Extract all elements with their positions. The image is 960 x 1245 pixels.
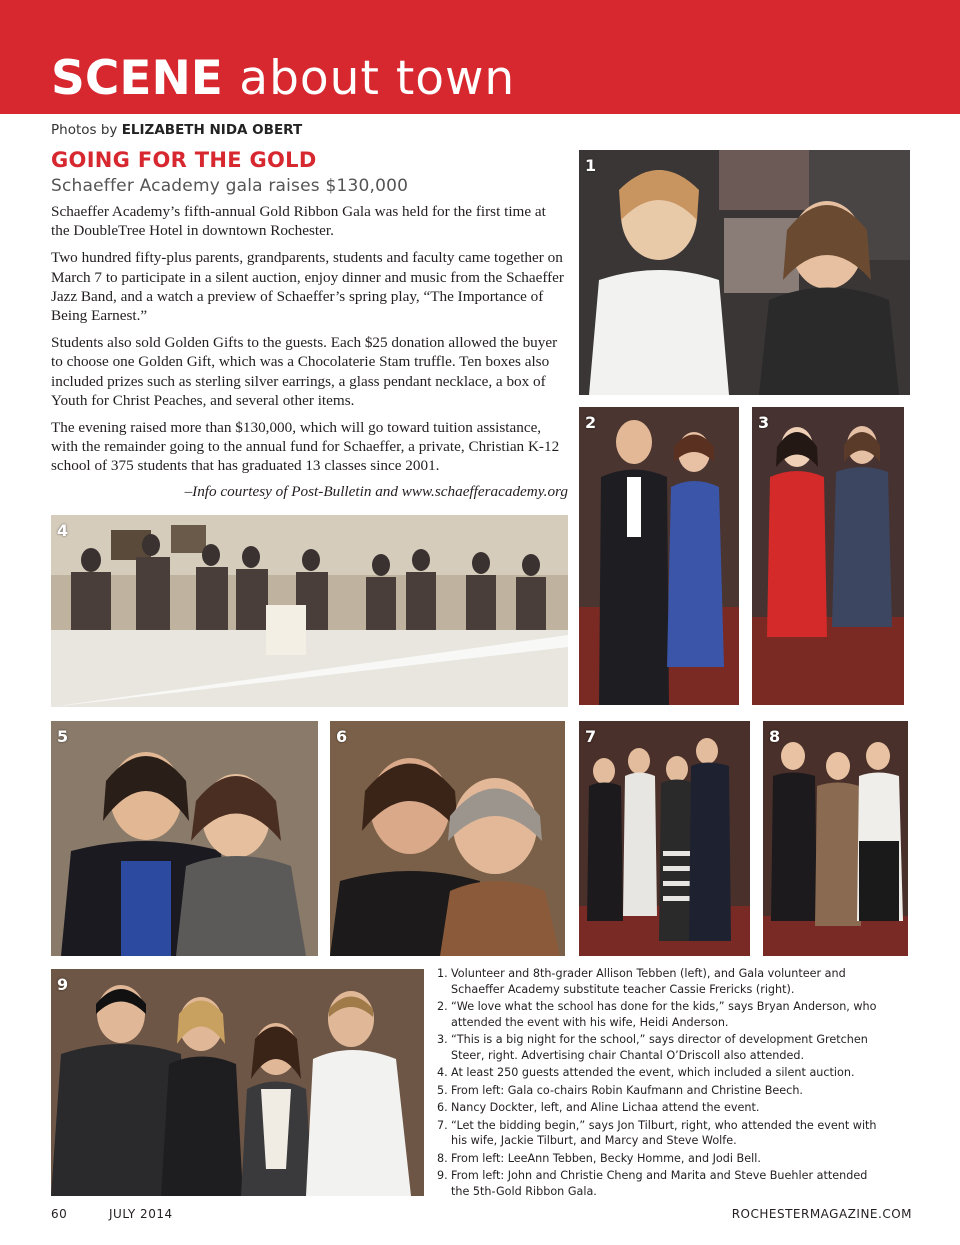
caption-number: 2. (437, 1000, 448, 1013)
caption-text: From left: John and Christie Cheng and Marita and Steve Buehler attended the 5th-Gold Ribbon Gala. (451, 1169, 868, 1198)
photo-number: 8 (769, 727, 781, 746)
article-paragraph: The evening raised more than $130,000, which will go toward tuition assistance, with the remainder going to the annual fund for Schaeffer, a private, Christian K-12 school of 375 students that has graduated 13 classes since 2001. (51, 419, 560, 475)
caption-item (437, 1151, 877, 1167)
caption-number: 3. (437, 1033, 448, 1046)
photo-8 (763, 721, 908, 956)
photo-2-image (579, 407, 739, 705)
caption-text: Volunteer and 8th-grader Allison Tebben (left), and Gala volunteer and Schaeffer Academy substitute teacher Cassie Frericks (right). (451, 967, 846, 996)
photo-3-image (752, 407, 904, 705)
caption-number: 4. (437, 1066, 448, 1079)
caption-item (437, 1118, 877, 1149)
caption-text: “Let the bidding begin,” says Jon Tilburt, right, who attended the event with his wife, Jackie Tilburt, and Marcy and Steve Wolfe. (451, 1118, 877, 1147)
photo-credit-prefix: Photos by (51, 122, 118, 138)
photo-credit (51, 122, 302, 138)
caption-item (437, 1032, 877, 1063)
caption-item (437, 1065, 877, 1081)
section-title-bold: SCENE (51, 51, 223, 106)
photo-9 (51, 969, 424, 1196)
photo-number: 4 (57, 521, 69, 540)
photo-8-image (763, 721, 908, 956)
photo-captions (437, 966, 877, 1201)
caption-item (437, 1083, 877, 1099)
photo-number: 3 (758, 413, 770, 432)
article-attribution: –Info courtesy of Post-Bulletin and www.schaefferacademy.org (184, 482, 568, 500)
article-subhead: Schaeffer Academy gala raises $130,000 (51, 176, 409, 196)
photo-number: 2 (585, 413, 597, 432)
caption-item (437, 999, 877, 1030)
photo-3 (752, 407, 904, 705)
photo-7-image (579, 721, 750, 956)
caption-item (437, 1100, 877, 1116)
article-body (51, 202, 568, 509)
photo-2 (579, 407, 739, 705)
caption-item (437, 1168, 877, 1199)
caption-number: 6. (437, 1101, 448, 1114)
photo-1 (579, 150, 910, 395)
article-paragraph: Schaeffer Academy’s fifth-annual Gold Ribbon Gala was held for the first time at the DoubleTree Hotel in downtown Rochester. (51, 203, 546, 240)
caption-number: 9. (437, 1169, 448, 1182)
photo-number: 7 (585, 727, 597, 746)
section-title-light: about town (239, 51, 516, 106)
photo-7 (579, 721, 750, 956)
photo-number: 1 (585, 156, 597, 175)
footer-website: ROCHESTERMAGAZINE.COM (731, 1207, 912, 1221)
photo-number: 5 (57, 727, 69, 746)
photo-number: 9 (57, 975, 69, 994)
photo-9-image (51, 969, 424, 1196)
photo-6-image (330, 721, 565, 956)
caption-number: 8. (437, 1151, 448, 1165)
section-title (51, 46, 515, 112)
article-paragraph: Two hundred fifty-plus parents, grandparents, students and faculty came together on March 7 to participate in a silent auction, enjoy dinner and music from the Schaeffer Jazz Band, and a watch a preview of Schaeffer’s spring play, “The Importance of Being Earnest.” (51, 249, 564, 325)
photo-4-image (51, 515, 568, 707)
photo-5 (51, 721, 318, 956)
caption-number: 1. (437, 967, 448, 980)
photo-6 (330, 721, 565, 956)
caption-text: “We love what the school has done for the kids,” says Bryan Anderson, who attended the event with his wife, Heidi Anderson. (451, 1000, 877, 1029)
photo-1-image (579, 150, 910, 395)
caption-item (437, 966, 877, 997)
caption-number: 7. (437, 1118, 448, 1132)
photo-number: 6 (336, 727, 348, 746)
caption-text: At least 250 guests attended the event, which included a silent auction. (451, 1066, 855, 1079)
caption-text: Nancy Dockter, left, and Aline Lichaa attend the event. (451, 1101, 760, 1114)
caption-text: From left: LeeAnn Tebben, Becky Homme, and Jodi Bell. (451, 1151, 761, 1165)
caption-text: From left: Gala co-chairs Robin Kaufmann and Christine Beech. (451, 1083, 803, 1097)
article-headline: GOING FOR THE GOLD (51, 148, 317, 172)
caption-number: 5. (437, 1083, 448, 1097)
caption-text: “This is a big night for the school,” says director of development Gretchen Steer, right. Advertising chair Chantal O’Driscoll also attended. (451, 1033, 868, 1062)
article-paragraph: Students also sold Golden Gifts to the guests. Each $25 donation allowed the buyer to choose one Golden Gift, which was a Chocolaterie Stam truffle. Ten boxes also included prizes such as sterling silver earrings, a glass pendant necklace, a box of Youth for Christ Peaches, and several other items. (51, 334, 558, 409)
photographer-name: ELIZABETH NIDA OBERT (121, 122, 303, 138)
photo-4 (51, 515, 568, 707)
page-number: 60 (51, 1207, 68, 1221)
photo-5-image (51, 721, 318, 956)
issue-date: JULY 2014 (109, 1207, 173, 1221)
section-banner (0, 0, 960, 114)
